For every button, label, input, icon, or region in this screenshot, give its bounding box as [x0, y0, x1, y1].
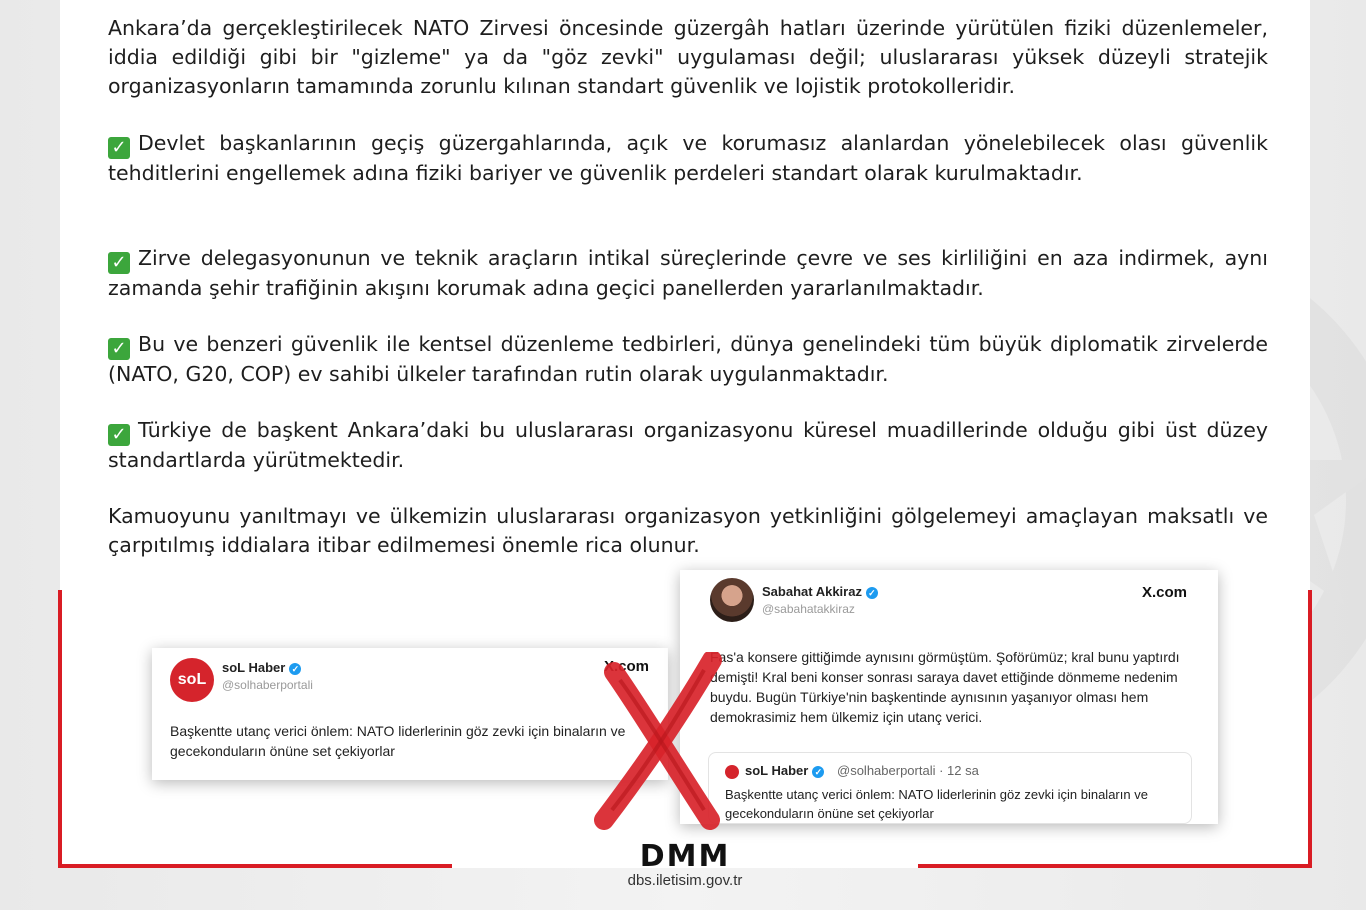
- tweet-author-name-text: soL Haber: [222, 660, 286, 675]
- point-4-text: Türkiye de başkent Ankara’daki bu uluslararası organizasyonu küresel muadillerinde olduğu gibi üst düzey standartlarda yürütmektedir.: [108, 418, 1268, 472]
- verified-badge-icon: ✓: [812, 766, 824, 778]
- quoted-author-name-text: soL Haber: [745, 763, 809, 778]
- check-mark-icon: ✓: [108, 252, 130, 274]
- check-mark-icon: ✓: [108, 338, 130, 360]
- footer-url: dbs.iletisim.gov.tr: [627, 872, 743, 889]
- red-frame-bottom-left: [58, 864, 452, 868]
- red-frame-bottom-right: [918, 864, 1312, 868]
- tweet-card-sabahat-akkiraz: [680, 570, 1218, 824]
- tweet-author-handle: @solhaberportali: [222, 678, 313, 692]
- point-2-text: Zirve delegasyonunun ve teknik araçların intikal süreçlerinde çevre ve ses kirliliğini en aza indirmek, aynı zamanda şehir trafiğinin akışını korumak adına geçici panellerden yararlanılmaktadır.: [108, 246, 1268, 300]
- point-3: [108, 330, 1268, 389]
- check-mark-icon: ✓: [108, 424, 130, 446]
- avatar: [710, 578, 754, 622]
- tweet-card-sol-haber: [152, 648, 668, 780]
- red-frame-right: [1308, 590, 1312, 868]
- quoted-author-name: [745, 763, 824, 778]
- tweet-author-name: [222, 660, 301, 675]
- point-3-text: Bu ve benzeri güvenlik ile kentsel düzenleme tedbirleri, dünya genelindeki tüm büyük diplomatik zirvelerde (NATO, G20, COP) ev sahibi ülkeler tarafından rutin olarak uygulanmaktadır.: [108, 332, 1268, 386]
- tweet-author-handle: @sabahatakkiraz: [762, 602, 855, 616]
- quoted-author-handle: @solhaberportali · 12 sa: [837, 763, 979, 778]
- tweet-text: Başkentte utanç verici önlem: NATO liderlerinin göz zevki için binaların ve gecekonduların önüne set çekiyorlar: [170, 723, 626, 759]
- point-2: [108, 244, 1268, 303]
- tweet-author-name-text: Sabahat Akkiraz: [762, 584, 862, 599]
- quoted-tweet-text: Başkentte utanç verici önlem: NATO liderlerinin göz zevki için binaların ve gecekonduların önüne set çekiyorlar: [725, 787, 1148, 821]
- point-1-text: Devlet başkanlarının geçiş güzergahlarında, açık ve korumasız alanlardan yönelebilecek olası güvenlik tehditlerini engellemek adına fiziki bariyer ve güvenlik perdeleri standart olarak kurulmaktadır.: [108, 131, 1268, 185]
- red-frame-left: [58, 590, 62, 868]
- x-com-label: X.com: [604, 658, 650, 675]
- x-com-label: X.com: [1142, 584, 1188, 601]
- avatar: soL: [170, 658, 214, 702]
- dmm-logo-icon: [610, 840, 760, 872]
- red-cross-mark-icon: [592, 652, 728, 830]
- verified-badge-icon: ✓: [866, 587, 878, 599]
- point-4: [108, 416, 1268, 475]
- closing-paragraph: Kamuoyunu yanıltmayı ve ülkemizin uluslararası organizasyon yetkinliğini gölgelemeyi amaçlayan maksatlı ve çarpıtılmış iddialara itibar edilmemesi önemle rica olunur.: [108, 504, 1268, 557]
- tweet-text: Fas'a konsere gittiğimde aynısını görmüştüm. Şoförümüz; kral bunu yaptırdı demişti! Kral beni konser sonrası saraya davet ettiğinde dönmeme nedenim buydu. Bugün Türkiye'nin başkentinde aynısının yaşanıyor olması hem demokrasimiz hem ülkemiz için utanç verici.: [710, 649, 1180, 725]
- check-mark-icon: ✓: [108, 137, 130, 159]
- tweet-author-name: [762, 584, 878, 599]
- dmm-logo-text: DMM: [639, 840, 731, 872]
- verified-badge-icon: ✓: [289, 663, 301, 675]
- intro-paragraph: Ankara’da gerçekleştirilecek NATO Zirvesi öncesinde güzergâh hatları üzerinde yürütülen fiziki düzenlemeler, iddia edildiği gibi bir "gizleme" ya da "göz zevki" uygulaması değil; uluslararası yüksek düzeyli stratejik organizasyonların tamamında zorunlu kılınan standart güvenlik ve lojistik protokolleridir.: [108, 16, 1268, 98]
- quoted-tweet: [708, 752, 1192, 824]
- point-1: [108, 129, 1268, 188]
